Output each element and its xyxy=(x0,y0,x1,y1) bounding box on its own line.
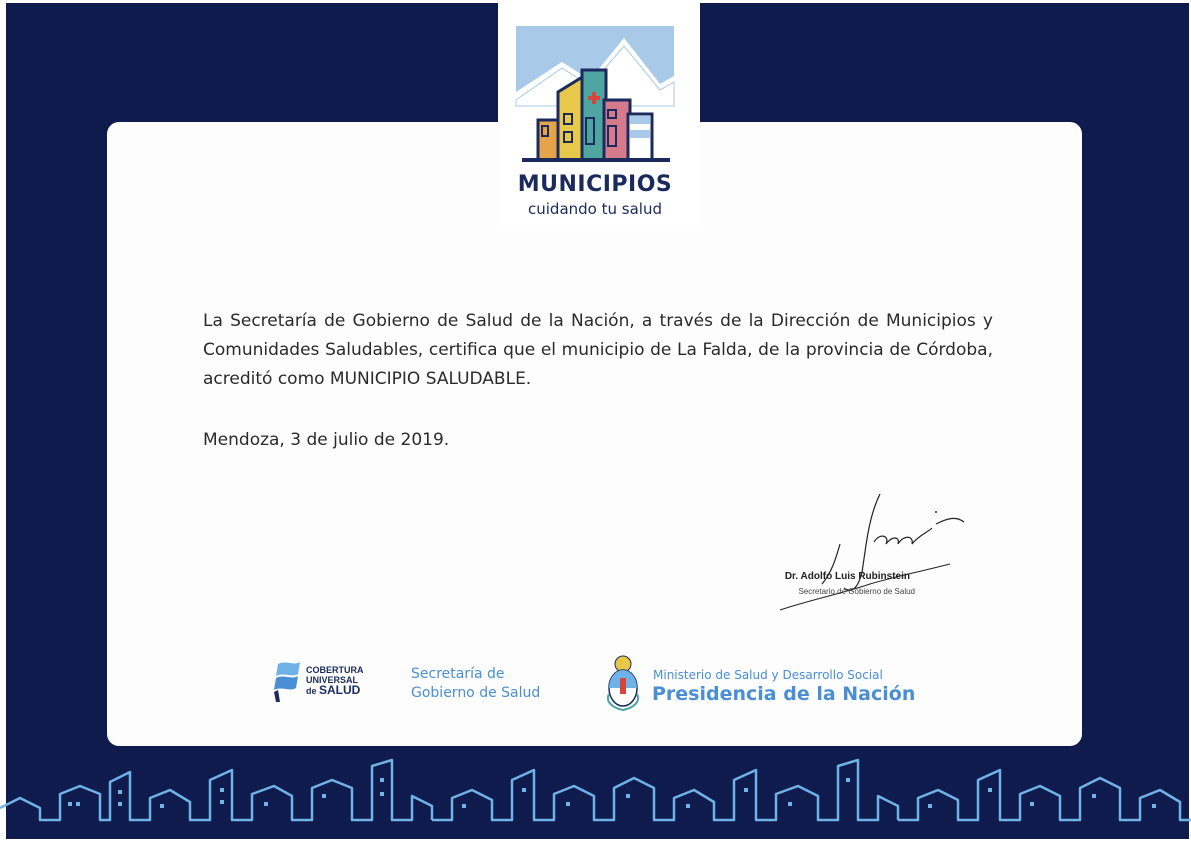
logo-subtitle: cuidando tu salud xyxy=(528,200,662,218)
ministerio-name: Ministerio de Salud y Desarrollo Social xyxy=(653,668,883,682)
signatory-name: Dr. Adolfo Luis Rubinstein xyxy=(784,571,910,582)
signatory-role: Secretario de Gobierno de Salud xyxy=(798,587,915,596)
cobertura-universal-logo xyxy=(306,665,364,696)
secretaria-logo xyxy=(411,665,540,703)
city-buildings-mountain-logo xyxy=(512,22,678,168)
national-coat-of-arms-icon xyxy=(603,654,643,712)
cobertura-line3-prefix: de xyxy=(306,686,320,696)
handwritten-signature xyxy=(760,488,970,618)
certificate-body: La Secretaría de Gobierno de Salud de la Nación, a través de la Dirección de Municipios y Comunidades Saludables, certifica que el municipio de La Falda, de la provincia de Córdoba, acreditó como MUNICIPIO SALUDABLE. xyxy=(203,311,993,389)
place-date: Mendoza, 3 de julio de 2019. xyxy=(203,430,450,450)
city-skyline-decoration xyxy=(0,758,1191,838)
secretaria-line2: Gobierno de Salud xyxy=(411,685,541,701)
logo-title: MUNICIPIOS xyxy=(517,172,673,197)
presidencia-name: Presidencia de la Nación xyxy=(652,683,916,705)
cobertura-line2: UNIVERSAL xyxy=(306,675,359,685)
cobertura-line1: COBERTURA xyxy=(306,665,364,675)
flag-wave-icon xyxy=(272,660,302,704)
cobertura-line3: SALUD xyxy=(319,683,361,697)
secretaria-line1: Secretaría de xyxy=(411,666,505,682)
